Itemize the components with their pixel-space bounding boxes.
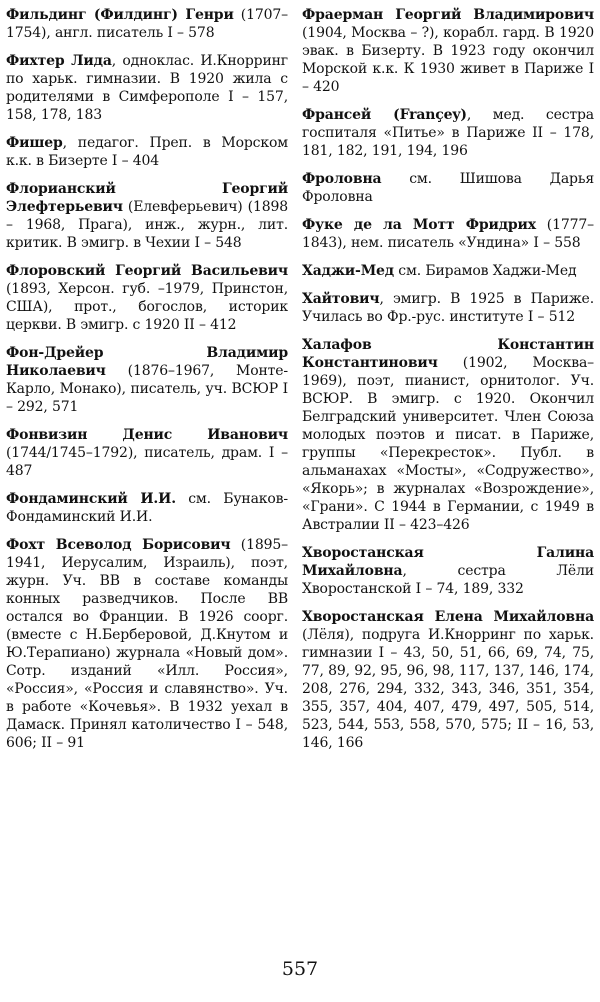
entry-body: (1707–1754), англ. писатель I – 578 — [6, 7, 288, 41]
index-columns — [0, 6, 600, 762]
entry-body: (1876–1967, Монте-Карло, Монако), писатель, уч. ВСЮР I – 292, 571 — [6, 363, 288, 415]
entry-body: , мед. сестра госпиталя «Питье» в Париже II – 178, 181, 182, 191, 194, 196 — [302, 107, 594, 159]
right-column — [296, 6, 600, 762]
entry-body: , одноклас. И.Кнорринг по харьк. гимназии. В 1920 жила с родителями в Симферополе I – 157, 158, 178, 183 — [6, 53, 288, 123]
index-entry — [302, 106, 594, 160]
index-entry — [302, 290, 594, 326]
entry-body: , педагог. Преп. в Морском к.к. в Бизерте I – 404 — [6, 135, 288, 169]
entry-name: Фохт Всеволод Борисович — [6, 537, 231, 553]
entry-name: Фраерман Георгий Владимирович — [302, 7, 594, 23]
index-entry — [6, 490, 288, 526]
index-entry — [6, 52, 288, 124]
index-entry — [302, 170, 594, 206]
entry-name: Хворостанская Галина Михайловна — [302, 545, 594, 579]
entry-name: Фроловна — [302, 171, 382, 187]
entry-body: (1777–1843), нем. писатель «Ундина» I – 558 — [302, 217, 594, 251]
entry-body: см. Шишова Дарья Фроловна — [302, 171, 594, 205]
index-entry — [302, 216, 594, 252]
index-entry — [6, 426, 288, 480]
entry-body: (1744/1745–1792), писатель, драм. I – 487 — [6, 445, 288, 479]
page-number: 557 — [281, 958, 319, 980]
entry-name: Фонвизин Денис Иванович — [6, 427, 288, 443]
entry-name: Фон-Дрейер Владимир Николаевич — [6, 345, 288, 379]
entry-name: Флорианский Георгий Элефтерьевич — [6, 181, 288, 215]
entry-body: , эмигр. В 1925 в Париже. Училась во Фр.-рус. институте I – 512 — [302, 291, 594, 325]
index-entry — [302, 6, 594, 96]
entry-body: см. Бунаков-Фондаминский И.И. — [6, 491, 288, 525]
entry-body: см. Бирамов Хаджи-Мед — [393, 263, 577, 279]
entry-body: , сестра Лёли Хворостанской I – 74, 189, 332 — [302, 563, 594, 597]
entry-name: Франсей (Françey) — [302, 107, 467, 123]
entry-name: Халафов Константин Константинович — [302, 337, 594, 371]
index-entry — [6, 536, 288, 752]
index-entry — [6, 262, 288, 334]
entry-name: Фихтер Лида — [6, 53, 112, 69]
entry-name: Хайтович — [302, 291, 380, 307]
entry-name: Фильдинг (Филдинг) Генри — [6, 7, 234, 23]
entry-name: Хворостанская Елена Михайловна — [302, 609, 594, 625]
entry-name: Фуке де ла Мотт Фридрих — [302, 217, 536, 233]
entry-body: (1902, Москва–1969), поэт, пианист, орнитолог. Уч. ВСЮР. В эмигр. с 1920. Окончил Белградский университет. Член Союза молодых поэтов и писат. в Париже, группы «Перекресток». Публ. в альманахах «Мосты», «Содружество», «Якорь»; в журналах «Возрождение», «Грани». С 1944 в Германии, с 1949 в Австралии II – 423–426 — [302, 355, 594, 533]
index-entry — [6, 344, 288, 416]
entry-body: (Лёля), подруга И.Кнорринг по харьк. гимназии I – 43, 50, 51, 66, 69, 74, 75, 77, 89, 92, 95, 96, 98, 117, 137, 146, 174, 208, 276, 294, 332, 343, 346, 351, 354, 355, 357, 404, 407, 479, 497, 505, 514, 523, 544, 553, 558, 570, 575; II – 16, 53, 146, 166 — [302, 627, 594, 751]
index-entry — [6, 180, 288, 252]
index-entry — [302, 544, 594, 598]
index-entry — [302, 608, 594, 752]
entry-name: Фондаминский И.И. — [6, 491, 176, 507]
entry-body: (Елевферьевич) (1898 – 1968, Прага), инж., журн., лит. критик. В эмигр. в Чехии I – 548 — [6, 199, 288, 251]
index-entry — [6, 6, 288, 42]
index-entry — [302, 336, 594, 534]
entry-name: Флоровский Георгий Васильевич — [6, 263, 288, 279]
index-entry — [302, 262, 594, 280]
entry-name: Хаджи-Мед — [302, 263, 394, 279]
entry-body: (1904, Москва – ?), корабл. гард. В 1920 эвак. в Бизерту. В 1923 году окончил Морской к.к. К 1930 живет в Париже I – 420 — [302, 25, 594, 95]
left-column — [0, 6, 296, 762]
entry-body: (1893, Херсон. губ. –1979, Принстон, США), прот., богослов, историк церкви. В эмигр. с 1920 II – 412 — [6, 281, 288, 333]
entry-body: (1895–1941, Иерусалим, Израиль), поэт, журн. Уч. ВВ в составе команды конных разведчиков. После ВВ остался во Франции. В 1926 соорг. (вместе с Н.Берберовой, Д.Кнутом и Ю.Терапиано) журнала «Новый дом». Сотр. изданий «Илл. Россия», «Россия», «Россия и славянство». Уч. в работе «Кочевья». В 1932 уехал в Дамаск. Принял католичество I – 548, 606; II – 91 — [6, 537, 288, 751]
index-entry — [6, 134, 288, 170]
entry-name: Фишер — [6, 135, 63, 151]
